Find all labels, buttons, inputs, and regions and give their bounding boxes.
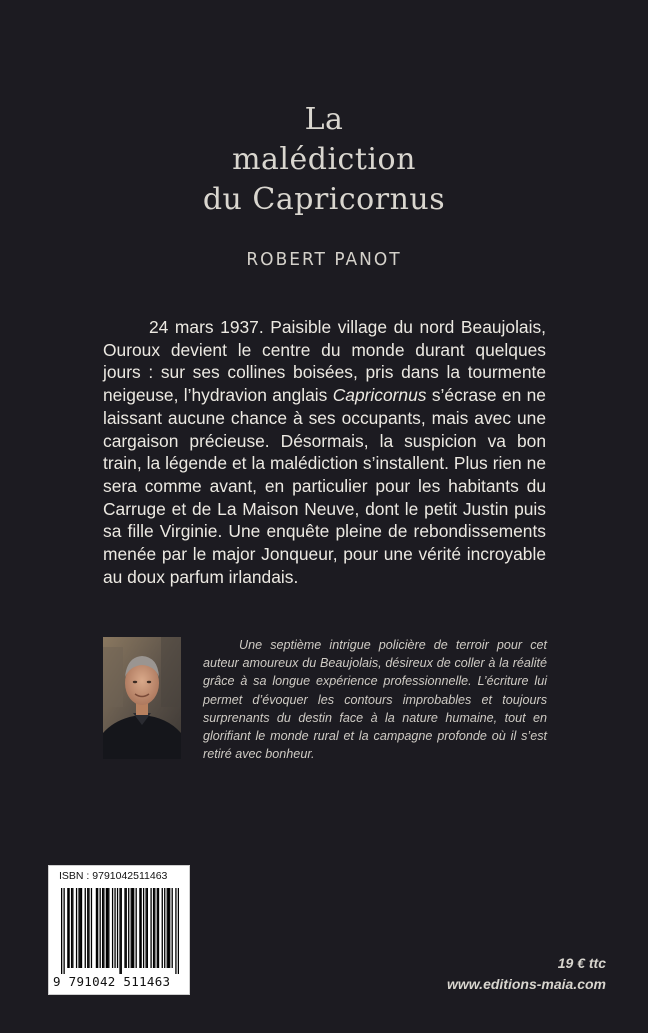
barcode-bar (81, 888, 82, 968)
barcode-bar (119, 888, 120, 974)
barcode-bar (91, 888, 92, 968)
synopsis-text-start: 24 mars 1937. Paisible village du nord Beaujolais, Ouroux devient le centre du monde durant quelques jours : sur ses collines boisées, pris dans la tourmente neigeuse, l’hydravion anglais (103, 317, 546, 406)
barcode-bar (169, 888, 170, 968)
author-bio-text: Une septième intrigue policière de terroir pour cet auteur amoureux du Beaujolais, désireux de coller à la réalité grâce à sa longue expérience professionnelle. L’écriture lui permet d’évoquer les contours improbables et toujours surprenants du destin face à la nature humaine, tout en glorifiant le monde rural et la campagne profonde où il s’est retiré avec bonheur. (203, 638, 547, 762)
barcode-bar (72, 888, 73, 968)
barcode-bar (68, 888, 69, 968)
barcode-bar (87, 888, 88, 968)
barcode-bar (67, 888, 68, 968)
barcode-bar (150, 888, 151, 968)
price: 19 € ttc (557, 955, 606, 971)
barcode-bar (106, 888, 107, 968)
barcode-bar (107, 888, 108, 968)
barcode-bar (71, 888, 72, 968)
barcode-bar (175, 888, 176, 974)
title-line-2: malédiction (232, 142, 416, 177)
barcode-bar (136, 888, 137, 968)
title-line-1: La (304, 102, 344, 137)
barcode-icon (61, 888, 179, 974)
author-name: ROBERT PANOT (246, 249, 402, 271)
barcode-bar (132, 888, 133, 968)
author-photo (103, 637, 181, 759)
barcode-bar (128, 888, 129, 968)
synopsis-italic-title: Capricornus (332, 385, 427, 406)
barcode-bar (133, 888, 134, 968)
barcode-bar (157, 888, 158, 968)
barcode-bar (126, 888, 127, 968)
barcode-bar (140, 888, 141, 968)
barcode-panel (48, 865, 190, 995)
author-bio (203, 636, 547, 763)
barcode-bar (143, 888, 144, 968)
barcode-bar (168, 888, 169, 968)
barcode-bar (112, 888, 113, 968)
barcode-bar (178, 888, 179, 974)
barcode-bar (78, 888, 79, 968)
barcode-bar (153, 888, 154, 968)
barcode-bar (145, 888, 146, 968)
barcode-bar (139, 888, 140, 968)
barcode-bar (61, 888, 62, 974)
barcode-bar (131, 888, 132, 968)
barcode-bar (162, 888, 163, 968)
synopsis (103, 316, 546, 588)
barcode-bar (154, 888, 155, 968)
author-portrait-icon (103, 637, 181, 759)
barcode-bar (88, 888, 89, 968)
barcode-bar (114, 888, 115, 968)
barcode-bar (102, 888, 103, 968)
barcode-bar (164, 888, 165, 968)
barcode-digits: 9 791042 511463 (53, 974, 171, 989)
barcode-bar (121, 888, 122, 974)
barcode-bar (63, 888, 64, 974)
synopsis-text-end: s’écrase en ne laissant aucune chance à ses occupants, mais avec une cargaison précieuse. Désormais, la suspicion va bon train, la légende et la malédiction s’installent. Plus rien ne sera comme avant, en particulier pour les habitants du Carruge et de La Maison Neuve, dont le petit Justin puis sa fille Virginie. Une enquête pleine de rebondissements menée par le major Jonqueur, pour une vérité incroyable au doux parfum irlandais. (103, 385, 546, 587)
barcode-bar (147, 888, 148, 968)
title-line-3: du Capricornus (202, 182, 446, 217)
barcode-bar (76, 888, 77, 968)
barcode-bar (85, 888, 86, 968)
barcode-bar (124, 888, 125, 968)
barcode-bar (117, 888, 118, 968)
synopsis-paragraph (103, 316, 546, 588)
publisher-website[interactable]: www.editions-maia.com (447, 976, 606, 992)
book-title (0, 100, 648, 220)
barcode-bar (172, 888, 173, 968)
barcode-bar (97, 888, 98, 968)
barcode-bar (108, 888, 109, 968)
barcode-bar (167, 888, 168, 968)
barcode-bar (80, 888, 81, 968)
isbn-label: ISBN : 9791042511463 (59, 870, 168, 882)
barcode-bar (96, 888, 97, 968)
barcode-bar (100, 888, 101, 968)
barcode-bar (103, 888, 104, 968)
barcode-bar (158, 888, 159, 968)
